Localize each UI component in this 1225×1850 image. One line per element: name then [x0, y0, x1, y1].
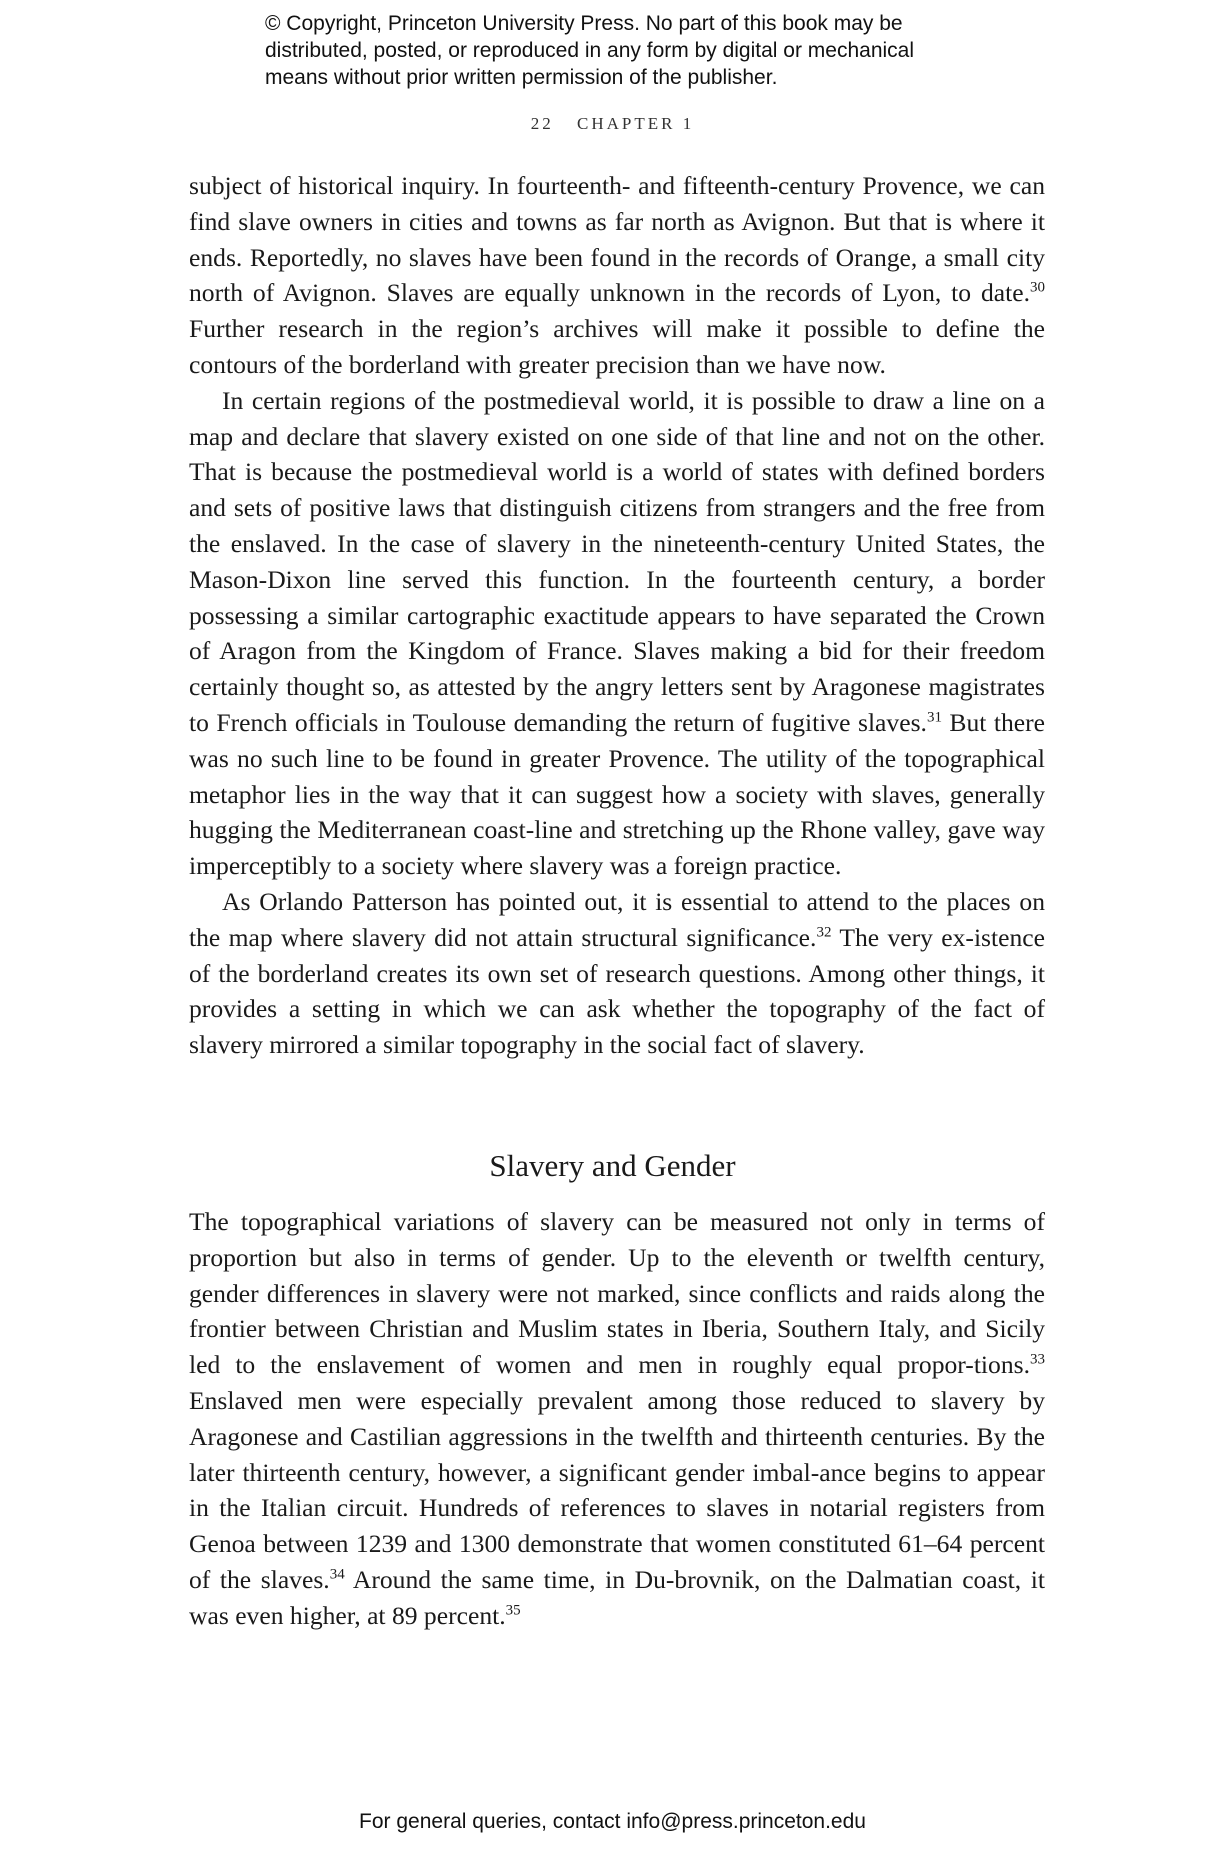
footer-contact: For general queries, contact info@press.princeton.edu	[359, 1810, 866, 1833]
paragraph	[189, 1204, 1045, 1634]
paragraph-text: subject of historical inquiry. In fourteenth- and fifteenth-century Provence, we can find slave owners in cities and towns as far north as Avignon. But that is where it ends. Reportedly, no slaves have been found in the records of Orange, a small city north of Avignon. Slaves are equally unknown in the records of Lyon, to date.	[189, 171, 1045, 308]
section-text	[189, 1204, 1045, 1634]
paragraph-text: In certain regions of the postmedieval world, it is possible to draw a line on a map and declare that slavery existed on one side of that line and not on the other. That is because the postmedieval world is a world of states with defined borders and sets of positive laws that distinguish citizens from strangers and the free from the enslaved. In the case of slavery in the nineteenth-century United States, the Mason-Dixon line served this function. In the fourteenth century, a border possessing a similar cartographic exactitude appears to have separated the Crown of Aragon from the Kingdom of France. Slaves making a bid for their freedom certainly thought so, as attested by the angry letters sent by Aragonese magistrates to French officials in Toulouse demanding the return of fugitive slaves.	[189, 385, 1045, 737]
footnote-ref[interactable]: 31	[926, 709, 942, 726]
paragraph-text: The very ex-istence of the borderland creates its own set of research questions. Among other things, it provides a setting in which we can ask whether the topography of the fact of slavery mirrored a similar topography in the social fact of slavery.	[189, 922, 1045, 1060]
chapter-label: CHAPTER 1	[577, 114, 695, 133]
footnote-ref[interactable]: 35	[505, 1602, 521, 1619]
footnote-ref[interactable]: 33	[1030, 1351, 1045, 1368]
footnote-ref[interactable]: 34	[329, 1566, 345, 1583]
paragraph	[189, 168, 1045, 383]
main-text	[189, 168, 1045, 1063]
footnote-ref[interactable]: 32	[816, 924, 832, 941]
page-number: 22	[530, 114, 554, 133]
footnote-ref[interactable]: 30	[1030, 279, 1045, 296]
copyright-line: means without prior written permission of the publisher.	[265, 66, 778, 89]
paragraph-text: Enslaved men were especially prevalent among those reduced to slavery by Aragonese and Castilian aggressions in the twelfth and thirteenth centuries. By the later thirteenth century, however, a significant gender imbal-ance begins to appear in the Italian circuit. Hundreds of references to slaves in notarial registers from Genoa between 1239 and 1300 demonstrate that women constituted 61–64 percent of the slaves.	[189, 1385, 1045, 1594]
paragraph	[189, 884, 1045, 1063]
paragraph-text: The topographical variations of slavery can be measured not only in terms of proportion but also in terms of gender. Up to the eleventh or twelfth century, gender differences in slavery were not marked, since conflicts and raids along the frontier between Christian and Muslim states in Iberia, Southern Italy, and Sicily led to the enslavement of women and men in roughly equal propor-tions.	[189, 1207, 1045, 1380]
running-head	[0, 114, 1225, 134]
copyright-line: distributed, posted, or reproduced in any form by digital or mechanical	[265, 39, 915, 62]
copyright-line: © Copyright, Princeton University Press. No part of this book may be	[265, 12, 903, 35]
paragraph	[189, 383, 1045, 884]
paragraph-text: As Orlando Patterson has pointed out, it is essential to attend to the places on the map where slavery did not attain structural significance.	[189, 886, 1045, 952]
paragraph-text: But there was no such line to be found in greater Provence. The utility of the topographical metaphor lies in the way that it can suggest how a society with slaves, generally hugging the Mediterranean coast-line and stretching up the Rhone valley, gave way imperceptibly to a society where slavery was a foreign practice.	[189, 707, 1046, 881]
paragraph-text: Around the same time, in Du-brovnik, on the Dalmatian coast, it was even higher, at 89 percent.	[189, 1564, 1045, 1630]
paragraph-text: Further research in the region’s archives will make it possible to define the contours of the borderland with greater precision than we have now.	[189, 314, 1045, 379]
section-heading: Slavery and Gender	[489, 1148, 736, 1183]
copyright-notice	[265, 10, 1025, 91]
